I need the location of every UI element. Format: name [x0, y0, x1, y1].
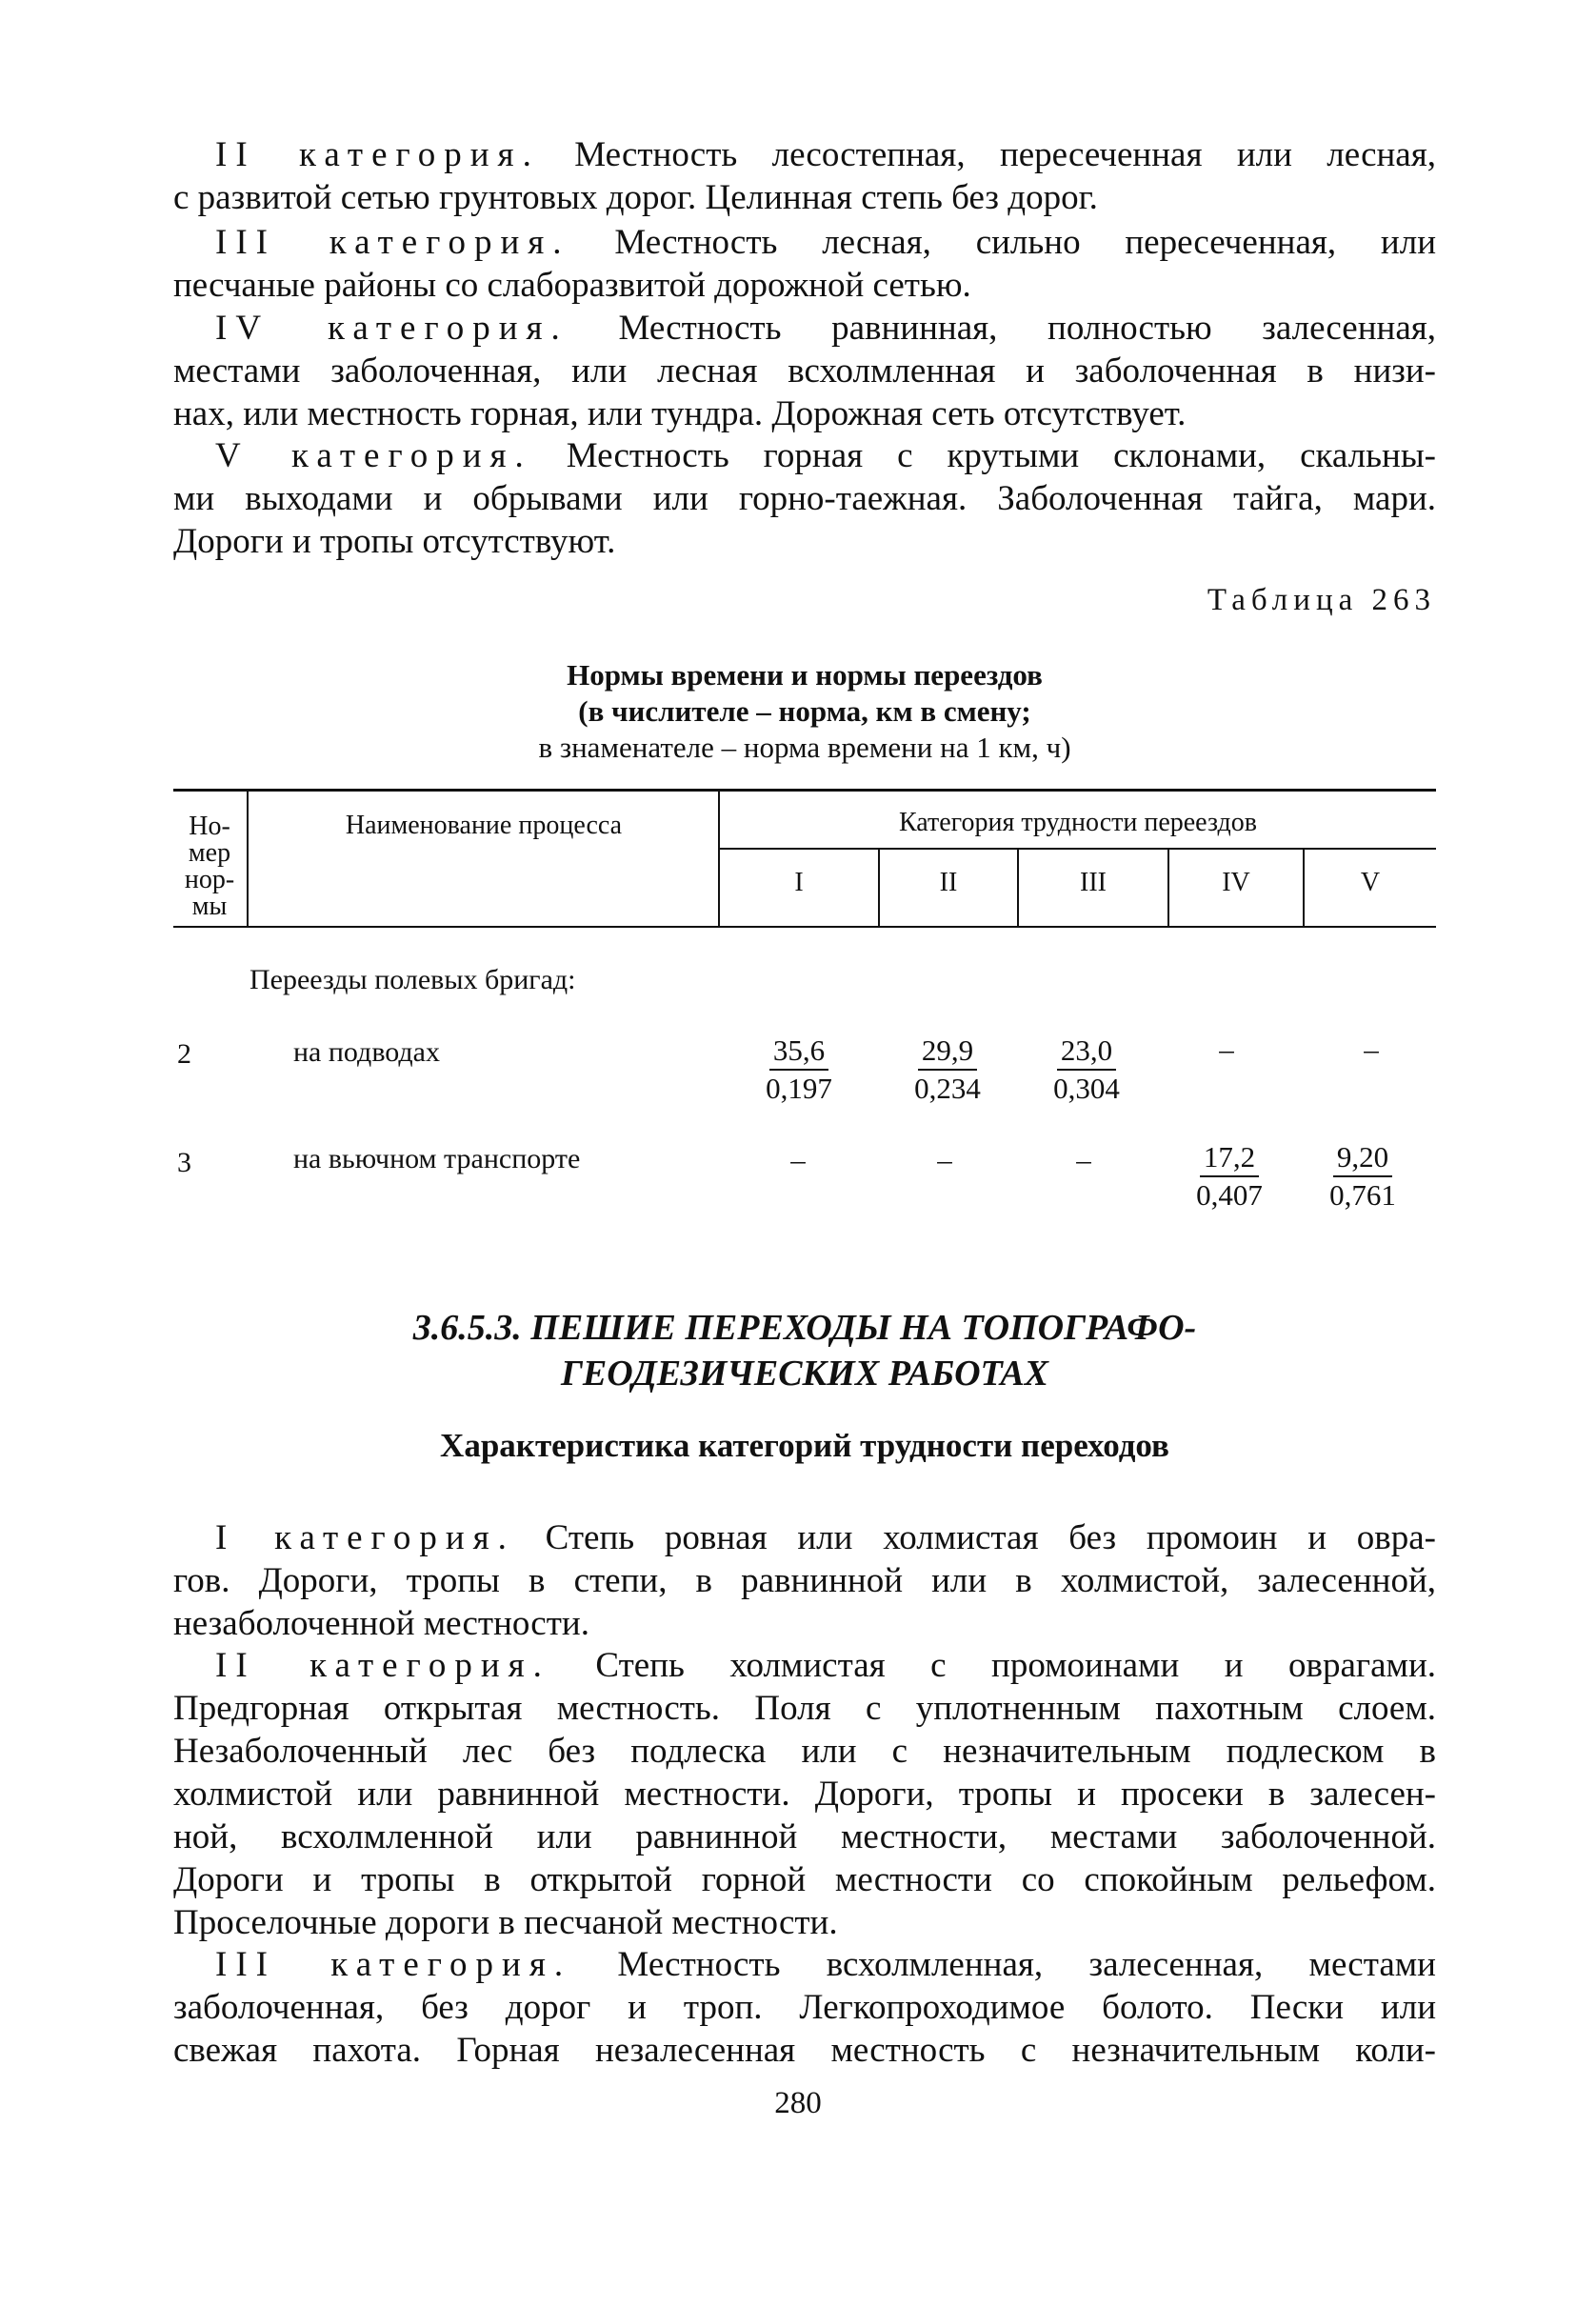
category-heading: V категория.: [215, 436, 532, 475]
value-fraction: $\frac{9,20}{0,761}$: [1329, 1140, 1396, 1212]
paragraph-category-5: V категория. Местность горная с крутыми склонами, скальны- ми выходами и обрывами или горно-таежная. Заболоченная тайга, мари. Дороги и тропы отсутствуют.: [173, 436, 1436, 561]
value-fraction: $\frac{23,0}{0,304}$: [1053, 1033, 1120, 1105]
category-heading: IV категория.: [215, 309, 569, 348]
value-dash: –: [1364, 1033, 1379, 1066]
paragraph-category-4: IV категория. Местность равнинная, полностью залесенная, местами заболоченная, или лесная всхолмленная и заболоченная в низи- нах, или местность горная, или тундра. Дорожная сеть отсутствует.: [173, 309, 1437, 433]
category-heading: III категория.: [215, 223, 570, 262]
paragraph-category-2: II категория. Местность лесостепная, пересеченная или лесная, с развитой сетью грунтовых дорог. Целинная степь без дорог.: [173, 135, 1436, 217]
table-label: Таблица 263: [1207, 583, 1436, 617]
category-heading: I категория.: [215, 1518, 515, 1557]
column-header-cat-2: II: [939, 868, 958, 897]
table-caption: Нормы времени и нормы переездов (в числителе – норма, км в смену; в знаменателе – норма времени на 1 км, ч): [538, 658, 1071, 764]
value-fraction: $\frac{29,9}{0,234}$: [914, 1033, 981, 1105]
value-dash: –: [790, 1143, 806, 1176]
row-number: 2: [177, 1038, 191, 1070]
value-dash: –: [1076, 1143, 1091, 1176]
table-col-divider: [247, 791, 249, 926]
value-dash: –: [937, 1143, 952, 1176]
group-label: Переезды полевых бригад:: [249, 964, 576, 995]
table-mid-rule: [720, 848, 1436, 850]
section-title: 3.6.5.3. ПЕШИЕ ПЕРЕХОДЫ НА ТОПОГРАФО- ГЕОДЕЗИЧЕСКИХ РАБОТАХ: [412, 1308, 1197, 1394]
section-subtitle: Характеристика категорий трудности переходов: [440, 1427, 1169, 1464]
column-header-process: Наименование процесса: [345, 811, 623, 840]
table-top-rule: [173, 789, 1436, 792]
column-header-cat-4: IV: [1222, 868, 1250, 897]
paragraph-walk-category-1: I категория. Степь ровная или холмистая без промоин и овра- гов. Дороги, тропы в степи, в равнинной или в холмистой, залесенной, незаболоченной местности.: [173, 1518, 1436, 1643]
paragraph-walk-category-2: II категория. Степь холмистая с промоинами и оврагами. Предгорная открытая местность. Поля с уплотненным пахотным слоем. Незаболоченный лес без подлеска или с незначительным подлеском в холмистой или равнинной местности. Дороги, тропы и просеки в залесен- ной, всхолмленной или равнинной местности, местами заболоченной. Дороги и тропы в открытой горной местности со спокойным рельефом. Проселочные дороги в песчаной местности.: [173, 1646, 1436, 1942]
category-heading: III категория.: [215, 1945, 572, 1984]
table-header-bottom-rule: [173, 926, 1436, 928]
row-name: на вьючном транспорте: [293, 1143, 581, 1174]
category-heading: II категория.: [215, 135, 540, 174]
value-dash: –: [1219, 1033, 1234, 1066]
row-name: на подводах: [293, 1036, 440, 1068]
value-fraction: $\frac{35,6}{0,197}$: [766, 1033, 832, 1105]
column-header-cat-3: III: [1080, 868, 1107, 897]
column-header-number: Но- мер нор- мы: [184, 812, 235, 921]
category-heading: II категория.: [215, 1646, 550, 1685]
paragraph-category-3: III категория. Местность лесная, сильно пересеченная, или песчаные районы со слаборазвитой дорожной сетью.: [173, 223, 1436, 305]
page-number: 280: [774, 2086, 822, 2120]
column-header-category: Категория трудности переездов: [899, 808, 1257, 837]
column-header-cat-5: V: [1360, 868, 1381, 897]
value-fraction: $\frac{17,2}{0,407}$: [1196, 1140, 1263, 1212]
row-number: 3: [177, 1147, 191, 1178]
column-header-cat-1: I: [794, 868, 804, 897]
paragraph-walk-category-3: III категория. Местность всхолмленная, залесенная, местами заболоченная, без дорог и троп. Легкопроходимое болото. Пески или свежая пахота. Горная незалесенная местность с незначительным коли-: [173, 1945, 1436, 2070]
